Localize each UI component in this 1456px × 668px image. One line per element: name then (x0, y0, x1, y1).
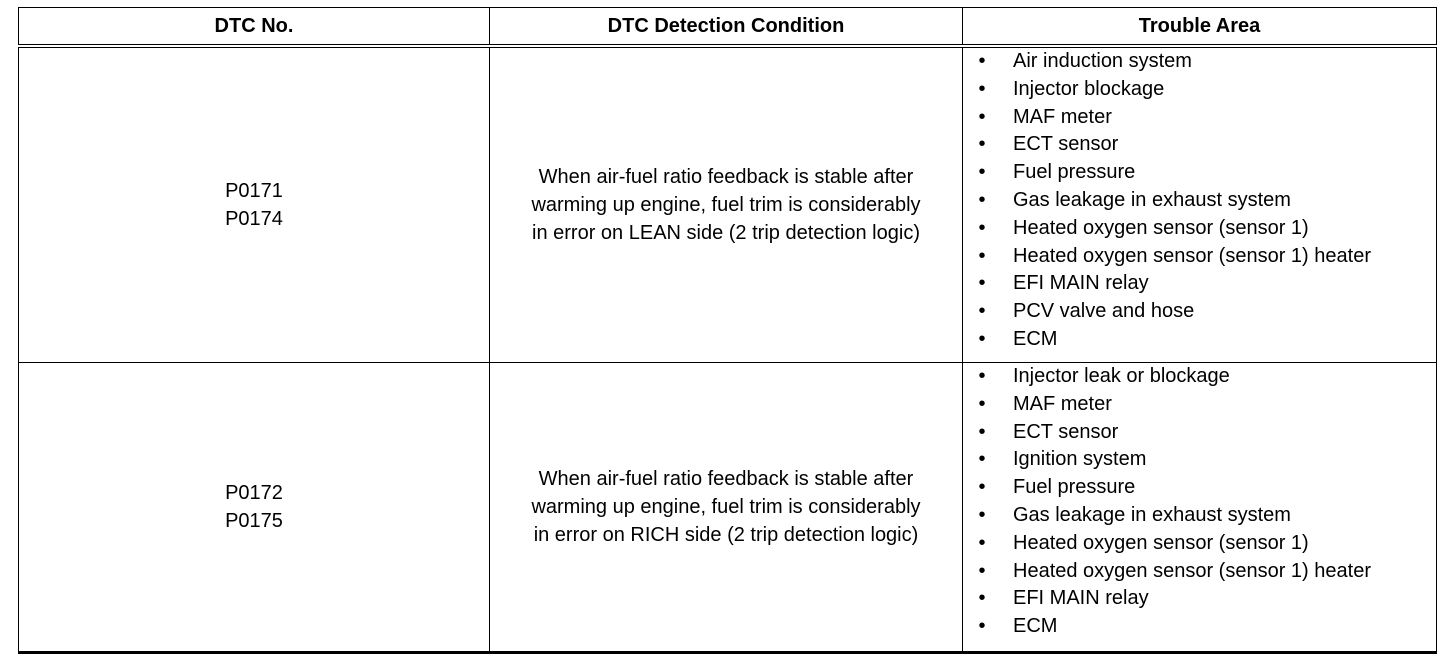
list-item (963, 419, 1436, 447)
list-item (963, 391, 1436, 419)
list-item (963, 298, 1436, 326)
bullet-icon: • (978, 559, 986, 582)
bullet-icon: • (978, 216, 986, 239)
trouble-area-text: Fuel pressure (1013, 161, 1136, 184)
list-item (963, 187, 1436, 215)
trouble-area-text: Gas leakage in exhaust system (1013, 503, 1291, 526)
trouble-area-text: EFI MAIN relay (1013, 272, 1149, 295)
condition-line: in error on RICH side (2 trip detection logic) (533, 524, 919, 546)
condition-line: When air-fuel ratio feedback is stable after (538, 468, 914, 490)
trouble-area-text: ECT sensor (1013, 133, 1119, 156)
dtc-code: P0174 (225, 208, 283, 230)
bullet-icon: • (978, 133, 986, 156)
list-item (963, 326, 1436, 354)
bullet-icon: • (978, 448, 986, 471)
table-header (19, 8, 1437, 47)
header-detection-condition: DTC Detection Condition (490, 8, 963, 47)
list-item (963, 363, 1436, 391)
trouble-area-text: Injector leak or blockage (1013, 365, 1230, 387)
trouble-area-list (963, 48, 1436, 354)
list-item (963, 215, 1436, 243)
dtc-code: P0175 (225, 510, 283, 532)
bullet-icon: • (978, 327, 986, 350)
trouble-area-text: ECT sensor (1013, 420, 1119, 443)
header-row (19, 8, 1437, 47)
detection-condition-cell (490, 46, 963, 363)
trouble-area-text: Heated oxygen sensor (sensor 1) (1013, 216, 1309, 239)
header-dtc-no: DTC No. (19, 8, 490, 47)
bullet-icon: • (978, 392, 986, 415)
detection-condition-cell (490, 363, 963, 653)
list-item (963, 243, 1436, 271)
bullet-icon: • (978, 161, 986, 184)
bullet-icon: • (978, 244, 986, 267)
bullet-icon: • (978, 476, 986, 499)
dtc-table (18, 7, 1437, 654)
trouble-area-cell (963, 46, 1437, 363)
bullet-icon: • (978, 587, 986, 610)
list-item (963, 474, 1436, 502)
bullet-icon: • (978, 365, 986, 387)
condition-line: When air-fuel ratio feedback is stable after (538, 166, 914, 188)
trouble-area-text: Heated oxygen sensor (sensor 1) heater (1013, 244, 1371, 267)
trouble-area-text: MAF meter (1013, 105, 1112, 128)
trouble-area-text: MAF meter (1013, 392, 1112, 415)
trouble-area-text: Gas leakage in exhaust system (1013, 188, 1291, 211)
bullet-icon: • (978, 105, 986, 128)
list-item (963, 104, 1436, 132)
bullet-icon: • (978, 77, 986, 100)
trouble-area-text: Injector blockage (1013, 77, 1165, 100)
trouble-area-text: ECM (1013, 615, 1058, 638)
bullet-icon: • (978, 615, 986, 638)
list-item (963, 530, 1436, 558)
dtc-code: P0172 (225, 482, 283, 504)
bullet-icon: • (978, 420, 986, 443)
trouble-area-text: EFI MAIN relay (1013, 587, 1149, 610)
list-item (963, 131, 1436, 159)
list-item (963, 159, 1436, 187)
dtc-code-cell (19, 363, 490, 653)
bullet-icon: • (978, 503, 986, 526)
bullet-icon: • (978, 300, 986, 323)
table-row (19, 46, 1437, 363)
bullet-icon: • (978, 531, 986, 554)
bullet-icon: • (978, 272, 986, 295)
list-item (963, 446, 1436, 474)
trouble-area-text: Fuel pressure (1013, 476, 1136, 499)
list-item (963, 48, 1436, 76)
condition-line: in error on LEAN side (2 trip detection logic) (532, 222, 920, 244)
dtc-code: P0171 (225, 180, 283, 202)
trouble-area-text: ECM (1013, 327, 1058, 350)
list-item (963, 270, 1436, 298)
dtc-code-cell (19, 46, 490, 363)
list-item (963, 76, 1436, 104)
trouble-area-text: PCV valve and hose (1013, 300, 1195, 323)
list-item (963, 502, 1436, 530)
trouble-area-list (963, 363, 1436, 641)
table-body (19, 46, 1437, 653)
trouble-area-text: Heated oxygen sensor (sensor 1) heater (1013, 559, 1371, 582)
bullet-icon: • (978, 50, 986, 72)
trouble-area-text: Heated oxygen sensor (sensor 1) (1013, 531, 1309, 554)
header-trouble-area: Trouble Area (963, 8, 1437, 47)
list-item (963, 558, 1436, 586)
trouble-area-cell (963, 363, 1437, 653)
list-item (963, 613, 1436, 641)
trouble-area-text: Ignition system (1013, 448, 1147, 471)
list-item (963, 585, 1436, 613)
condition-line: warming up engine, fuel trim is considerably (531, 194, 921, 216)
bullet-icon: • (978, 188, 986, 211)
trouble-area-text: Air induction system (1013, 50, 1192, 72)
table-row (19, 363, 1437, 653)
condition-line: warming up engine, fuel trim is considerably (531, 496, 921, 518)
